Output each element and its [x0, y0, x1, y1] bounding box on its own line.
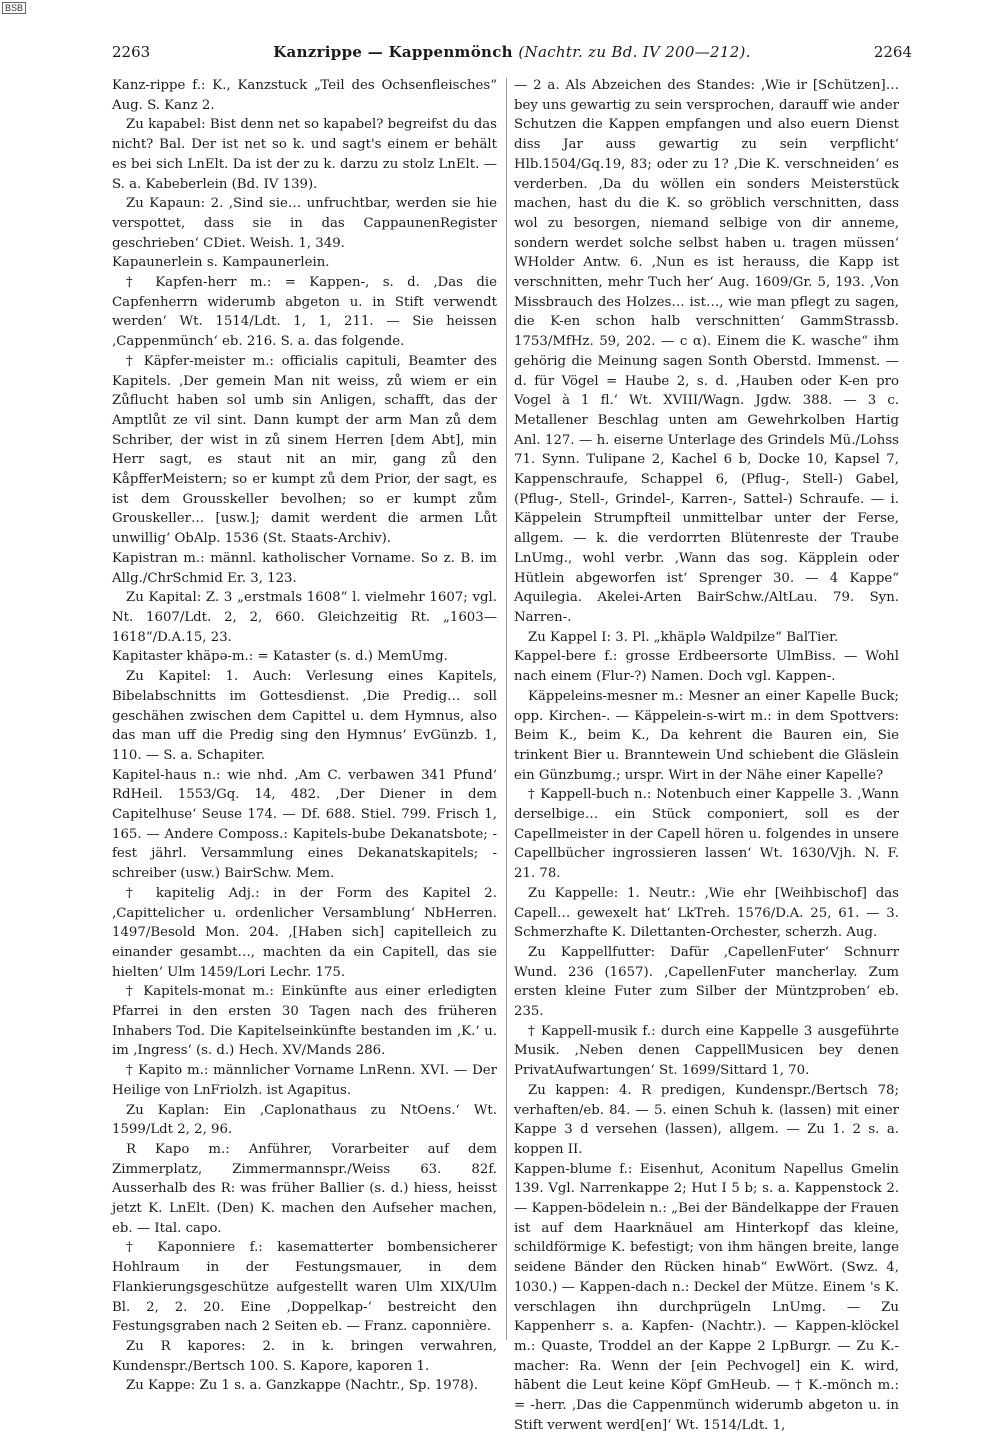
- column-divider: [506, 78, 507, 1340]
- right-column: [514, 76, 899, 1433]
- running-title-main: Kanzrippe — Kappenmönch: [273, 43, 513, 61]
- entry-kapitel: Zu Kapitel: 1. Auch: Verlesung eines Kapitels, Bibelabschnitts im Gottesdienst. ‚Die Predig… soll geschähen zwischen dem Capittel u. dem Hymnus, also das man uff die Predig sing den Hymnus‘ EvGünzb. 1, 110. — S. a. Schapiter.: [112, 669, 497, 763]
- entry-kappen-blume: Kappen-blume f.: Eisenhut, Aconitum Napellus Gmelin 139. Vgl. Narrenkappe 2; Hut I 5 b; s. a. Kappenstock 2. — Kappen-bödelein n.: „Bei der Bändelkappe der Frauen ist auf dem Haarknäuel am Hinterkopf das kleine, schildförmige K. befestigt; von ihm hängen breite, lange seidene Bänder den Rücken hinab“ EwWört. (Swz. 4, 1030.) — Kappen-dach n.: Deckel der Mütze. Einem 's K. verschlagen ihn durchprügeln LnUmg. — Zu Kappenherr s. a. Kapfen- (Nachtr.). — Kappen-klöckel m.: Quaste, Troddel an der Kappe 2 LpBurgr. — Zu K.-macher: Ra. Wenn der [ein Pechvogel] ein K. wird, hābent die Leut keine Köpf GmHeub. — † K.-mönch m.: = -herr. ‚Das die Cappenmünch widerumb abgeton u. in Stift verwent werd[en]‘ Wt. 1514/Ldt. 1,: [514, 1161, 899, 1433]
- entry-kapo: R Kapo m.: Anführer, Vorarbeiter auf dem Zimmerplatz, Zimmermannspr./Weiss 63. 82f. Ausserhalb des R: was früher Ballier (s. d.) hiess, heisst jetzt K. LnElt. (Den) K. machen den Aufseher machen, eb. — Ital. capo.: [112, 1141, 497, 1236]
- entry-kapabel: Zu kapabel: Bist denn net so kapabel? begreifst du das nicht? Bal. Der ist net so k. und sagt's einem er behält es bei sich LnElt. Da ist der zu k. darzu zu stolz LnElt. — S. a. Kabeberlein (Bd. IV 139).: [112, 117, 497, 192]
- entry-kappell-buch: † Kappell-buch n.: Notenbuch einer Kappelle 3. ‚Wann derselbige… ein Stück componiert, soll es der Capellmeister in der Capell hören u. folgendes in unsere Capellbücher ingrossieren lassen‘ Wt. 1630/Vjh. N. F. 21. 78.: [514, 787, 899, 882]
- running-title-note: (Nachtr. zu Bd. IV 200—212).: [518, 43, 751, 61]
- entry-kapitels-monat: † Kapitels-monat m.: Einkünfte aus einer erledigten Pfarrei in den ersten 30 Tagen nach des früheren Inhabers Tod. Die Kapitelseinkünfte bestanden im ‚K.‘ u. im ‚Ingress‘ (s. d.) Hech. XV/Mands 286.: [112, 984, 497, 1059]
- entry-kaepfer-meister: † Käpfer-meister m.: officialis capituli, Beamter des Kapitels. ‚Der gemein Man nit weiss, zů wiem er ein Zůflucht haben sol umb sin Anligen, schafft, das der Amptlůt ze vil sint. Dann kumpt der arm Man zů dem Schriber, der wist in zů sinem Herren [dem Abt], min Herr sagt, es staut nit an mir, gang zů den KåpfferMeistern; so er kumpt zů dem Prior, der sagt, es ist dem Grousskeller bevolhen; so er kumpt zům Grouskeller… [usw.]; damit werdent die armen Lůt unwillig‘ ObAlp. 1536 (St. Staats-Archiv).: [112, 353, 497, 547]
- library-stamp: BSB: [2, 2, 26, 14]
- entry-kaeppeleins-mesner: Käppeleins-mesner m.: Mesner an einer Kapelle Buck; opp. Kirchen-. — Käppelein-s-wirt m.: in dem Spottvers: Beim K., beim K., Da kehrent die Bauren ein, Sie trinkent Bier u. Branntewein Und schiebent die Gläslein ein Günzbumg.; urspr. Wirt in der Nähe einer Kapelle?: [514, 688, 899, 783]
- entry-kapistran: Kapistran m.: männl. katholischer Vorname. So z. B. im Allg./ChrSchmid Er. 3, 123.: [112, 550, 497, 586]
- entry-kaplan: Zu Kaplan: Ein ‚Caplonathaus zu NtOens.‘ Wt. 1599/Ldt 2, 2, 96.: [112, 1102, 497, 1138]
- running-title: [252, 42, 772, 62]
- page-number-left: 2263: [112, 43, 151, 61]
- entry-kaponniere: † Kaponniere f.: kasematterter bombensicherer Hohlraum in der Festungsmauer, in dem Flankierungsgeschütze aufgestellt waren Ulm XIX/Ulm Bl. 2, 2. 20. Eine ‚Doppelkap-‘ bestreicht den Festungsgraben nach 2 Seiten eb. — Franz. caponnière.: [112, 1240, 497, 1335]
- page-header: [112, 42, 912, 64]
- entry-kappe-continued: — 2 a. Als Abzeichen des Standes: ‚Wie ir [Schützen]… bey uns gewartig zu sein versprochen, darauff wie ander Schutzen die Kappen empfangen und also euern Dienst diss Jar auss gewartig zu sein verpflicht‘ Hlb.1504/Gq.19, 83; oder zu 1? ‚Die K. verschneiden‘ es verderben. ‚Da du wöllen ein sonders Meisterstück machen, hast du die K. so gröblich verschnitten, dass wol zu besorgen, niemand selbige von dir anneme, sondern werdet solche selbst haben u. tragen müssen‘ WHolder Antw. 6. ‚Nun es ist herauss, die Kapp ist verschnitten, mehr Tuch her‘ Aug. 1609/Gr. 5, 193. ‚Von Missbrauch des Holzes… ist…, wie man pflegt zu sagen, die K-en schon halb verschnitten‘ GammStrassb. 1753/MfHz. 59, 202. — c α). Einem die K. wasche“ ihm gehörig die Meinung sagen Sonth Oberstd. Immenst. — d. für Vögel = Haube 2, s. d. ‚Hauben oder K-en pro Vogel à 1 fl.‘ Wt. XVIII/Wagn. Jgdw. 388. — 3 c. Metallener Beschlag unten am Gewehrkolben Hartig Anl. 127. — h. eiserne Unterlage des Grindels Mü./Lohss 71. Synn. Tulipane 2, Kachel 6 b, Docke 10, Kapsel 7, Kappenschraufe, Schappel 6, (Pflug-, Stell-) Gabel, (Pflug-, Stell-, Grindel-, Karren-, Sattel-) Schraufe. — i. Käppelein Strumpfteil unmittelbar unter der Ferse, allgem. — k. die verdorrten Blütenreste der Traube LnUmg., wohl verbr. ‚Wann das sog. Käpplein oder Hütlein abgeworfen ist‘ Sprenger 30. — 4 Kappe“ Aquilegia. Akelei-Arten BairSchw./AltLau. 79. Syn. Narren-.: [514, 78, 899, 625]
- page-number-right: 2264: [873, 43, 912, 61]
- entry-kappellfutter: Zu Kappellfutter: Dafür ‚CapellenFuter‘ Schnurr Wund. 236 (1657). ‚CapellenFuter mancherlay. Zum ersten kleine Futer zum Silber der Müntzproben‘ eb. 235.: [514, 944, 899, 1020]
- entry-kappell-musik: † Kappell-musik f.: durch eine Kappelle 3 ausgeführte Musik. ‚Neben denen CappellMusicen bey denen PrivatAufwartungen‘ St. 1699/Sittard 1, 70.: [514, 1023, 899, 1079]
- entry-kapitelig: † kapitelig Adj.: in der Form des Kapitel 2. ‚Capittelicher u. ordenlicher Versamblung‘ NbHerren. 1497/Besold Mon. 204. ‚[Haben sich] capitelleich zu einander gesambt…, machten da ein Capitell, das sie hielten‘ Ulm 1459/Lori Lechr. 175.: [112, 885, 497, 980]
- left-column: [112, 76, 497, 1394]
- entry-kappel: Zu Kappel I: 3. Pl. „khäplə Waldpilze“ BalTier.: [528, 629, 839, 645]
- entry-kapitaster: Kapitaster khäpə-m.: = Kataster (s. d.) MemUmg.: [112, 649, 448, 665]
- entry-kapaunerlein: Kapaunerlein s. Kampaunerlein.: [112, 255, 330, 271]
- entry-kapito: † Kapito m.: männlicher Vorname LnRenn. XVI. — Der Heilige von LnFriolzh. ist Agapitus.: [112, 1063, 497, 1098]
- entry-kapfen-herr: † Kapfen-herr m.: = Kappen-, s. d. ‚Das die Capfenherrn widerumb abgeton u. in Stift verwendt werden‘ Wt. 1514/Ldt. 1, 1, 211. — Sie heissen ‚Cappenmünch‘ eb. 216. S. a. das folgende.: [112, 275, 497, 350]
- entry-kanz-rippe: Kanz-rippe f.: K., Kanzstuck „Teil des Ochsenfleisches“ Aug. S. Kanz 2.: [112, 78, 497, 113]
- entry-kappel-bere: Kappel-bere f.: grosse Erdbeersorte UlmBiss. — Wohl nach einem (Flur-?) Namen. Doch vgl. Kappen-.: [514, 649, 899, 685]
- entry-kapores: Zu R kapores: 2. in k. bringen verwahren, Kundenspr./Bertsch 100. S. Kapore, kaporen 1.: [112, 1339, 497, 1374]
- entry-kappen: Zu kappen: 4. R predigen, Kundenspr./Bertsch 78; verhaften/eb. 84. — 5. einen Schuh k. (lassen) mit einer Kappe 3 d versehen (lassen), allgem. — Zu 1. 2 s. a. koppen II.: [514, 1082, 899, 1157]
- entry-kapitel-haus: Kapitel-haus n.: wie nhd. ‚Am C. verbawen 341 Pfund‘ RdHeil. 1553/Gq. 14, 482. ‚Der Diener in dem Capitelhuse‘ Seuse 174. — Df. 688. Stiel. 799. Frisch 1, 165. — Andere Composs.: Kapitels-bube Dekanatsbote; -fest jährl. Versammlung eines Dekanatskapitels; -schreiber (usw.) BairSchw. Mem.: [112, 767, 497, 882]
- entry-kapaun: Zu Kapaun: 2. ‚Sind sie… unfruchtbar, werden sie hie verspottet, dass sie in das CappaunenRegister geschrieben‘ CDiet. Weish. 1, 349.: [112, 196, 497, 251]
- entry-kapital: Zu Kapital: Z. 3 „erstmals 1608“ l. vielmehr 1607; vgl. Nt. 1607/Ldt. 2, 2, 660. Gleichzeitig Rt. „1603—1618“/D.A.15, 23.: [112, 590, 497, 645]
- entry-kappe: Zu Kappe: Zu 1 s. a. Ganzkappe (Nachtr., Sp. 1978).: [126, 1378, 479, 1394]
- entry-kappelle: Zu Kappelle: 1. Neutr.: ‚Wie ehr [Weihbischof] das Capell… gewexelt hat‘ LkTreh. 1576/D.A. 25, 61. — 3. Schmerzhafte K. Dilettanten-Orchester, scherzh. Aug.: [514, 885, 899, 941]
